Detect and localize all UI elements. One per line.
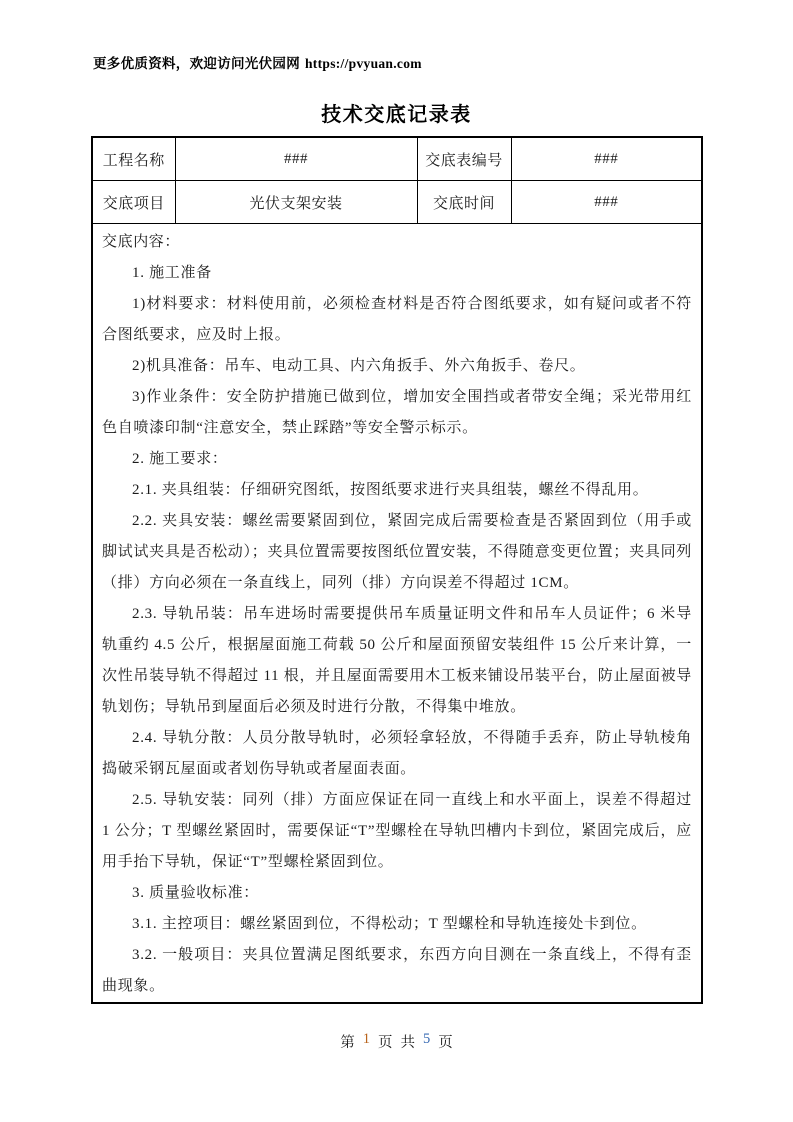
page-title: 技术交底记录表 [321, 104, 472, 126]
content-paragraph-rail-distribution: 2.4. 导轨分散：人员分散导轨时，必须轻拿轻放，不得随手丢弃，防止导轨棱角捣破采钢瓦屋面或者划伤导轨或者屋面表面。 [102, 730, 692, 777]
content-paragraph-work-conditions: 3)作业条件：安全防护措施已做到位，增加安全围挡或者带安全绳；采光带用红色自喷漆印制“注意安全，禁止踩踏”等安全警示标示。 [102, 389, 692, 436]
project-name-label: 工程名称 [92, 137, 175, 181]
disclosure-form-table [91, 136, 703, 1004]
content-paragraph-material-requirements: 1)材料要求：材料使用前，必须检查材料是否符合图纸要求，如有疑问或者不符合图纸要求，应及时上报。 [102, 296, 692, 343]
content-paragraph-clamp-assembly: 2.1. 夹具组装：仔细研究图纸，按图纸要求进行夹具组装，螺丝不得乱用。 [132, 482, 649, 498]
footer-text: 共 [400, 1035, 415, 1051]
current-page-number: 1 [362, 1031, 370, 1047]
content-paragraph-tool-preparation: 2)机具准备：吊车、电动工具、内六角扳手、外六角扳手、卷尺。 [132, 358, 586, 374]
content-paragraph-general-items: 3.2. 一般项目：夹具位置满足图纸要求，东西方向目测在一条直线上，不得有歪曲现象。 [102, 947, 692, 994]
disclosure-content-cell [92, 224, 702, 1004]
content-paragraph-rail-installation: 2.5. 导轨安装：同列（排）方面应保证在同一直线上和水平面上，误差不得超过 1 公分；T 型螺丝紧固时，需要保证“T”型螺栓在导轨凹槽内卡到位，紧固完成后，应用手抬下导轨，保证“T”型螺栓紧固到位。 [102, 792, 692, 870]
content-paragraph-3-quality-standards: 3. 质量验收标准： [132, 885, 260, 901]
table-row [92, 137, 702, 181]
promo-note [93, 52, 422, 72]
page-footer [0, 1031, 793, 1052]
footer-text: 第 [340, 1035, 355, 1051]
disclosure-item-label: 交底项目 [92, 181, 175, 224]
disclosure-item-value: 光伏支架安装 [175, 181, 417, 224]
disclosure-time-value: ### [511, 181, 702, 224]
content-paragraph-rail-hoisting: 2.3. 导轨吊装：吊车进场时需要提供吊车质量证明文件和吊车人员证件；6 米导轨重约 4.5 公斤，根据屋面施工荷载 50 公斤和屋面预留安装组件 15 公斤来计算，一次性吊装导轨不得超过 11 根，并且屋面需要用木工板来铺设吊装平台，防止屋面被导轨划伤；导轨吊到屋面后必须及时进行分散，不得集中堆放。 [102, 606, 692, 715]
content-paragraph-1-construction-prep: 1. 施工准备 [132, 265, 212, 281]
table-row [92, 224, 702, 1004]
content-paragraph-clamp-installation: 2.2. 夹具安装：螺丝需要紧固到位，紧固完成后需要检查是否紧固到位（用手或脚试试夹具是否松动）；夹具位置需要按图纸位置安装，不得随意变更位置；夹具同列（排）方向必须在一条直线上，同列（排）方向误差不得超过 1CM。 [102, 513, 692, 591]
content-paragraph-2-construction-requirements: 2. 施工要求： [132, 451, 228, 467]
promo-text: 更多优质资料，欢迎访问光伏园网 [93, 56, 300, 71]
content-heading: 交底内容： [102, 234, 181, 250]
table-row [92, 181, 702, 224]
total-page-number: 5 [423, 1031, 431, 1047]
footer-text: 页 [438, 1035, 453, 1051]
form-number-value: ### [511, 137, 702, 181]
content-paragraph-main-control-items: 3.1. 主控项目：螺丝紧固到位，不得松动；T 型螺栓和导轨连接处卡到位。 [132, 916, 647, 932]
disclosure-time-label: 交底时间 [417, 181, 511, 224]
form-number-label: 交底表编号 [417, 137, 511, 181]
promo-url-link[interactable]: https://pvyuan.com [305, 56, 422, 71]
footer-text: 页 [378, 1035, 393, 1051]
project-name-value: ### [175, 137, 417, 181]
